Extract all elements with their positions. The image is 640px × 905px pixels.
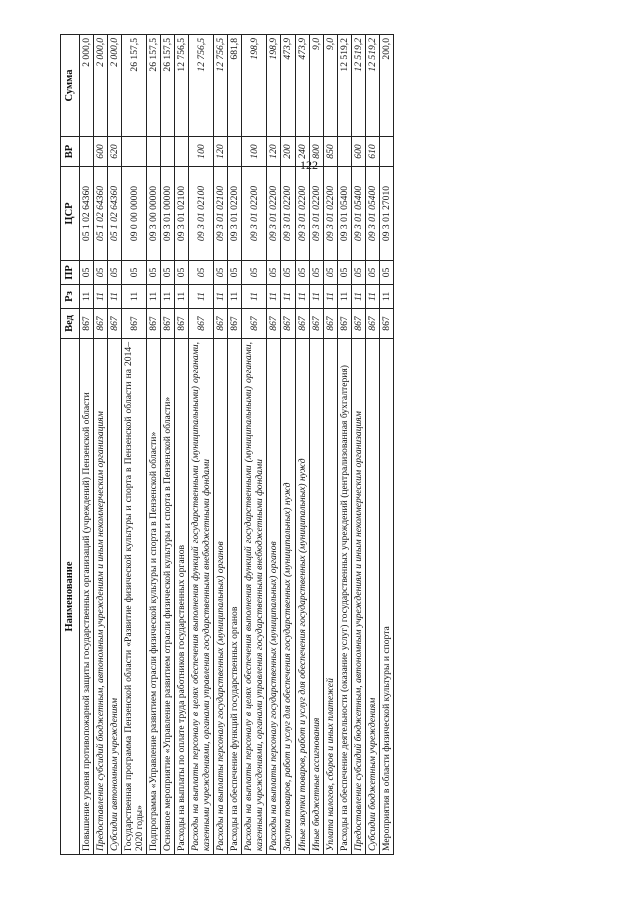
- row-pr-cell: 05: [337, 261, 351, 285]
- header-name: Наименование: [61, 339, 80, 855]
- row-rz-cell: 11: [323, 285, 337, 309]
- row-name-cell: Иные бюджетные ассигнования: [309, 339, 323, 855]
- row-ved-cell: 867: [147, 309, 161, 339]
- row-csr-cell: 09 3 01 02200: [323, 167, 337, 261]
- table-row: [94, 35, 108, 855]
- row-ved-cell: 867: [94, 309, 108, 339]
- row-pr-cell: 05: [295, 261, 309, 285]
- row-sum-cell: 12 519,2: [351, 35, 365, 137]
- header-pr: ПР: [61, 261, 80, 285]
- table-row: [281, 35, 295, 855]
- table-row: [122, 35, 147, 855]
- row-ved-cell: 867: [80, 309, 94, 339]
- row-rz-cell: 11: [108, 285, 122, 309]
- row-ved-cell: 867: [309, 309, 323, 339]
- row-sum-cell: 2 000,0: [108, 35, 122, 137]
- row-name-cell: Расходы на выплаты персоналу государственных (муниципальных) органов: [214, 339, 228, 855]
- table-row: [379, 35, 393, 855]
- table-body: [80, 35, 394, 855]
- row-sum-cell: 12 756,5: [175, 35, 189, 137]
- row-vr-cell: [147, 137, 161, 167]
- row-sum-cell: 26 157,5: [122, 35, 147, 137]
- row-name-cell: Расходы на выплаты персоналу государственных (муниципальных) органов: [267, 339, 281, 855]
- table-row: [228, 35, 242, 855]
- row-csr-cell: 09 3 01 05400: [351, 167, 365, 261]
- row-pr-cell: 05: [281, 261, 295, 285]
- row-csr-cell: 05 1 02 64360: [108, 167, 122, 261]
- row-ved-cell: 867: [379, 309, 393, 339]
- row-ved-cell: 867: [122, 309, 147, 339]
- row-name-cell: Иные закупки товаров, работ и услуг для обеспечения государственных (муниципальных) нужд: [295, 339, 309, 855]
- row-csr-cell: 09 3 01 05400: [337, 167, 351, 261]
- row-pr-cell: 05: [365, 261, 379, 285]
- budget-table: [60, 34, 394, 855]
- row-sum-cell: 12 519,2: [365, 35, 379, 137]
- row-rz-cell: 11: [80, 285, 94, 309]
- row-ved-cell: 867: [189, 309, 214, 339]
- table-row: [309, 35, 323, 855]
- row-ved-cell: 867: [228, 309, 242, 339]
- row-pr-cell: 05: [214, 261, 228, 285]
- row-sum-cell: 9,0: [309, 35, 323, 137]
- row-rz-cell: 11: [189, 285, 214, 309]
- row-rz-cell: 11: [228, 285, 242, 309]
- row-rz-cell: 11: [281, 285, 295, 309]
- header-sum: Сумма: [61, 35, 80, 137]
- row-vr-cell: [80, 137, 94, 167]
- row-csr-cell: 09 3 01 05400: [365, 167, 379, 261]
- row-pr-cell: 05: [122, 261, 147, 285]
- row-csr-cell: 09 3 01 27010: [379, 167, 393, 261]
- header-vr: ВР: [61, 137, 80, 167]
- row-csr-cell: 09 3 01 00000: [161, 167, 175, 261]
- header-ved: Вед: [61, 309, 80, 339]
- table-row: [242, 35, 267, 855]
- row-name-cell: Государственная программа Пензенской области «Развитие физической культуры и спорта в Пензенской области на 2014–2020 годы»: [122, 339, 147, 855]
- row-sum-cell: 26 157,5: [161, 35, 175, 137]
- row-vr-cell: 120: [267, 137, 281, 167]
- row-ved-cell: 867: [242, 309, 267, 339]
- row-pr-cell: 05: [228, 261, 242, 285]
- table-row: [214, 35, 228, 855]
- row-sum-cell: 681,8: [228, 35, 242, 137]
- row-pr-cell: 05: [80, 261, 94, 285]
- row-rz-cell: 11: [295, 285, 309, 309]
- row-vr-cell: [379, 137, 393, 167]
- row-vr-cell: [122, 137, 147, 167]
- row-csr-cell: 09 3 01 02200: [309, 167, 323, 261]
- row-ved-cell: 867: [175, 309, 189, 339]
- row-rz-cell: 11: [242, 285, 267, 309]
- table-row: [337, 35, 351, 855]
- row-sum-cell: 198,9: [267, 35, 281, 137]
- row-sum-cell: 200,0: [379, 35, 393, 137]
- row-vr-cell: 100: [189, 137, 214, 167]
- row-sum-cell: 9,0: [323, 35, 337, 137]
- row-vr-cell: [228, 137, 242, 167]
- row-pr-cell: 05: [351, 261, 365, 285]
- row-sum-cell: 473,9: [295, 35, 309, 137]
- row-name-cell: Мероприятия в области физической культуры и спорта: [379, 339, 393, 855]
- row-csr-cell: 09 3 01 02100: [175, 167, 189, 261]
- rotated-table-container: [60, 35, 560, 855]
- row-vr-cell: 100: [242, 137, 267, 167]
- row-vr-cell: 200: [281, 137, 295, 167]
- row-ved-cell: 867: [323, 309, 337, 339]
- row-csr-cell: 09 3 00 00000: [147, 167, 161, 261]
- row-name-cell: Субсидии бюджетным учреждениям: [365, 339, 379, 855]
- row-rz-cell: 11: [379, 285, 393, 309]
- row-rz-cell: 11: [351, 285, 365, 309]
- row-sum-cell: 12 519,2: [337, 35, 351, 137]
- row-pr-cell: 05: [323, 261, 337, 285]
- table-row: [365, 35, 379, 855]
- row-pr-cell: 05: [161, 261, 175, 285]
- row-ved-cell: 867: [108, 309, 122, 339]
- row-ved-cell: 867: [365, 309, 379, 339]
- row-pr-cell: 05: [242, 261, 267, 285]
- row-name-cell: Уплата налогов, сборов и иных платежей: [323, 339, 337, 855]
- row-csr-cell: 05 1 02 64360: [80, 167, 94, 261]
- row-csr-cell: 09 3 01 02200: [228, 167, 242, 261]
- row-pr-cell: 05: [267, 261, 281, 285]
- row-csr-cell: 05 1 02 64360: [94, 167, 108, 261]
- row-sum-cell: 473,9: [281, 35, 295, 137]
- row-rz-cell: 11: [122, 285, 147, 309]
- header-rz: Рз: [61, 285, 80, 309]
- row-rz-cell: 11: [147, 285, 161, 309]
- row-pr-cell: 05: [147, 261, 161, 285]
- row-ved-cell: 867: [214, 309, 228, 339]
- row-name-cell: Расходы на выплаты персоналу в целях обеспечения выполнения функций государственными (муниципальными) органами, казенными учреждениями, органами управления государственными внебюджетными фондами: [189, 339, 214, 855]
- row-pr-cell: 05: [175, 261, 189, 285]
- row-csr-cell: 09 3 01 02200: [281, 167, 295, 261]
- row-sum-cell: 2 000,0: [94, 35, 108, 137]
- row-name-cell: Предоставление субсидий бюджетным, автономным учреждениям и иным некоммерческим организациям: [94, 339, 108, 855]
- row-ved-cell: 867: [337, 309, 351, 339]
- row-rz-cell: 11: [365, 285, 379, 309]
- row-name-cell: Субсидии автономным учреждениям: [108, 339, 122, 855]
- row-ved-cell: 867: [267, 309, 281, 339]
- row-csr-cell: 09 3 01 02100: [189, 167, 214, 261]
- row-pr-cell: 05: [309, 261, 323, 285]
- row-rz-cell: 11: [267, 285, 281, 309]
- table-row: [147, 35, 161, 855]
- row-pr-cell: 05: [94, 261, 108, 285]
- row-ved-cell: 867: [351, 309, 365, 339]
- table-header-row: [61, 35, 80, 855]
- table-row: [80, 35, 94, 855]
- header-csr: ЦСР: [61, 167, 80, 261]
- row-vr-cell: 620: [108, 137, 122, 167]
- row-name-cell: Расходы на обеспечение функций государственных органов: [228, 339, 242, 855]
- row-vr-cell: 600: [94, 137, 108, 167]
- row-name-cell: Закупка товаров, работ и услуг для обеспечения государственных (муниципальных) нужд: [281, 339, 295, 855]
- row-vr-cell: [175, 137, 189, 167]
- row-rz-cell: 11: [337, 285, 351, 309]
- row-sum-cell: 2 000,0: [80, 35, 94, 137]
- row-sum-cell: 12 756,5: [214, 35, 228, 137]
- table-row: [161, 35, 175, 855]
- table-row: [175, 35, 189, 855]
- row-sum-cell: 12 756,5: [189, 35, 214, 137]
- table-row: [295, 35, 309, 855]
- row-csr-cell: 09 3 01 02200: [242, 167, 267, 261]
- row-ved-cell: 867: [295, 309, 309, 339]
- row-rz-cell: 11: [214, 285, 228, 309]
- row-name-cell: Предоставление субсидий бюджетным, автономным учреждениям и иным некоммерческим организациям: [351, 339, 365, 855]
- row-csr-cell: 09 0 00 00000: [122, 167, 147, 261]
- row-ved-cell: 867: [161, 309, 175, 339]
- table-row: [189, 35, 214, 855]
- row-sum-cell: 26 157,5: [147, 35, 161, 137]
- table-row: [351, 35, 365, 855]
- row-name-cell: Повышение уровня противопожарной защиты государственных организаций (учреждений) Пензенской области: [80, 339, 94, 855]
- row-vr-cell: 120: [214, 137, 228, 167]
- row-name-cell: Расходы на выплаты по оплате труда работников государственных органов: [175, 339, 189, 855]
- row-ved-cell: 867: [281, 309, 295, 339]
- table-row: [108, 35, 122, 855]
- row-sum-cell: 198,9: [242, 35, 267, 137]
- row-rz-cell: 11: [309, 285, 323, 309]
- row-csr-cell: 09 3 01 02200: [267, 167, 281, 261]
- row-name-cell: Подпрограмма «Управление развитием отрасли физической культуры и спорта в Пензенской области»: [147, 339, 161, 855]
- row-rz-cell: 11: [161, 285, 175, 309]
- row-name-cell: Основное мероприятие «Управление развитием отрасли физической культуры и спорта в Пензенской области»: [161, 339, 175, 855]
- row-vr-cell: 850: [323, 137, 337, 167]
- row-vr-cell: [161, 137, 175, 167]
- page-number: 122: [300, 158, 318, 172]
- row-vr-cell: 600: [351, 137, 365, 167]
- row-vr-cell: 800: [309, 137, 323, 167]
- row-name-cell: Расходы на обеспечение деятельности (оказание услуг) государственных учреждений (централизованная бухгалтерия): [337, 339, 351, 855]
- table-row: [323, 35, 337, 855]
- row-vr-cell: 240: [295, 137, 309, 167]
- row-rz-cell: 11: [94, 285, 108, 309]
- row-vr-cell: [337, 137, 351, 167]
- row-name-cell: Расходы на выплаты персоналу в целях обеспечения выполнения функций государственными (муниципальными) органами, казенными учреждениями, органами управления государственными внебюджетными фондами: [242, 339, 267, 855]
- table-row: [267, 35, 281, 855]
- row-csr-cell: 09 3 01 02100: [214, 167, 228, 261]
- row-pr-cell: 05: [108, 261, 122, 285]
- row-vr-cell: 610: [365, 137, 379, 167]
- row-csr-cell: 09 3 01 02200: [295, 167, 309, 261]
- row-rz-cell: 11: [175, 285, 189, 309]
- row-pr-cell: 05: [379, 261, 393, 285]
- row-pr-cell: 05: [189, 261, 214, 285]
